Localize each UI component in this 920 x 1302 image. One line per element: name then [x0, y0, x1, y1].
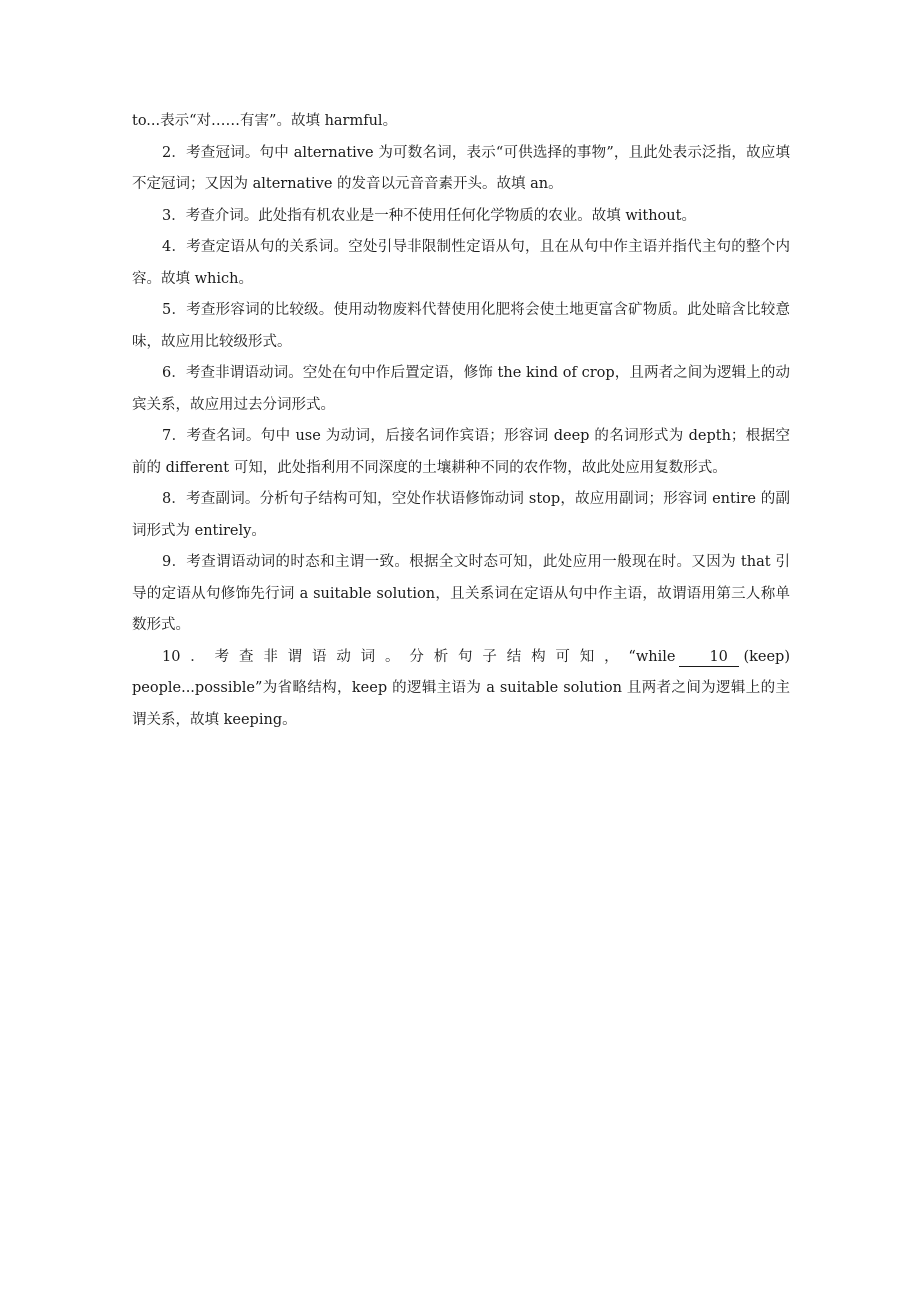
note-10-non-finite [132, 642, 790, 737]
note-6-past-participle: 6．考查非谓语动词。空处在句中作后置定语，修饰 the kind of crop，且两者之间为逻辑上的动宾关系，故应用过去分词形式。 [132, 365, 790, 413]
note-3-preposition: 3．考查介词。此处指有机农业是一种不使用任何化学物质的农业。故填 without。 [162, 207, 696, 224]
note-2-article: 2．考查冠词。句中 alternative 为可数名词，表示“可供选择的事物”，且此处表示泛指，故应填不定冠词；又因为 alternative 的发音以元音音素开头。故填 an。 [132, 144, 790, 192]
note-10-hint: (keep) [743, 648, 790, 665]
note-4-relative-clause: 4．考查定语从句的关系词。空处引导非限制性定语从句，且在从句中作主语并指代主句的整个内容。故填 which。 [132, 239, 790, 287]
note-7-noun: 7．考查名词。句中 use 为动词，后接名词作宾语；形容词 deep 的名词形式为 depth；根据空前的 different 可知，此处指利用不同深度的土壤耕种不同的农作物，故此处应用复数形式。 [132, 428, 790, 476]
note-10-first-line [132, 642, 790, 674]
answer-explanations [132, 106, 790, 736]
note-harmful-continuation: to...表示“对……有害”。故填 harmful。 [132, 113, 398, 129]
note-5-comparative: 5．考查形容词的比较级。使用动物废料代替使用化肥将会使土地更富含矿物质。此处暗含比较意味，故应用比较级形式。 [132, 302, 790, 350]
note-10-rest: people...possible”为省略结构，keep 的逻辑主语为 a suitable solution 且两者之间为逻辑上的主谓关系，故填 keeping。 [132, 680, 790, 728]
note-9-tense-agreement: 9．考查谓语动词的时态和主谓一致。根据全文时态可知，此处应用一般现在时。又因为 that 引导的定语从句修饰先行词 a suitable solution，且关系词在定语从句中作主语，故谓语用第三人称单数形式。 [132, 554, 790, 633]
note-10-blank: 10 [679, 648, 739, 667]
note-10-prefix: 10．考查非谓语动词。分析句子结构可知，“while [162, 648, 676, 665]
note-8-adverb: 8．考查副词。分析句子结构可知，空处作状语修饰动词 stop，故应用副词；形容词 entire 的副词形式为 entirely。 [132, 491, 790, 539]
